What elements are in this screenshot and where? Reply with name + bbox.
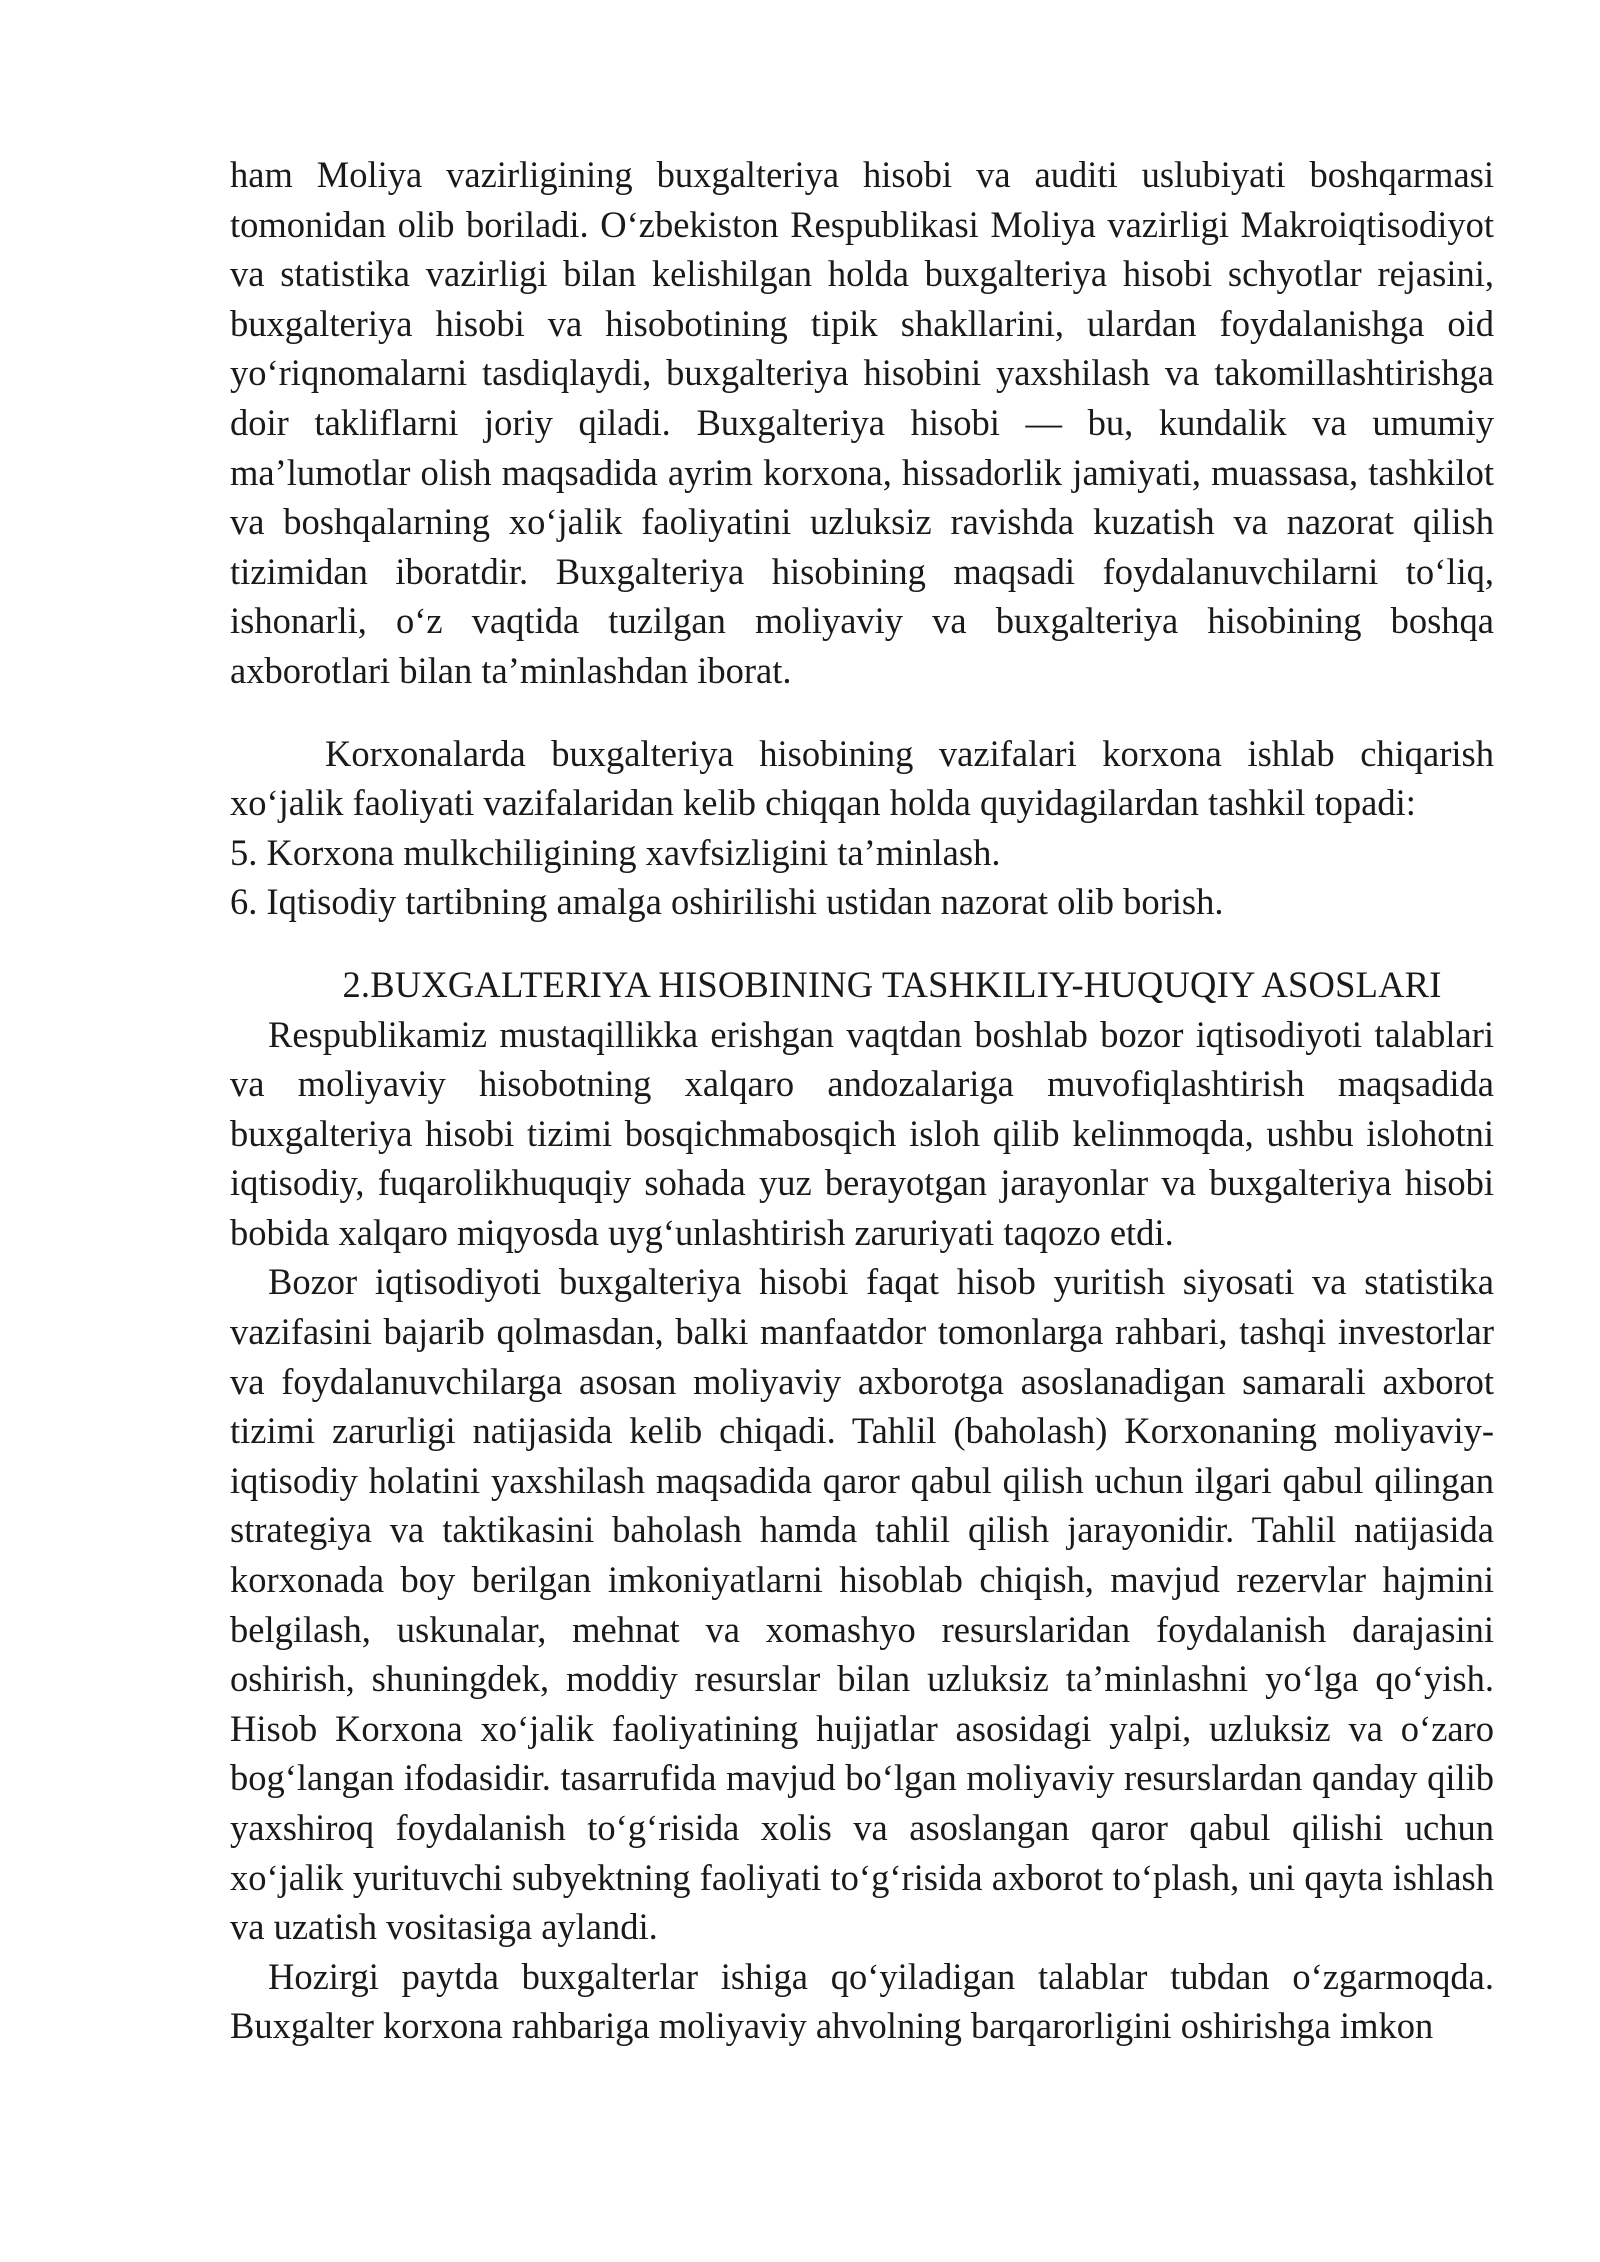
paragraph-intro: ham Moliya vazirligining buxgalteriya hisobi va auditi uslubiyati boshqarmasi tomonidan olib boriladi. O‘zbekiston Respublikasi Moliya vazirligi Makroiqtisodiyot va statistika vazirligi bilan kelishilgan holda buxgalteriya hisobi schyotlar rejasini, buxgalteriya hisobi va hisobotining tipik shakllarini, ulardan foydalanishga oid yo‘riqnomalarni tasdiqlaydi, buxgalteriya hisobini yaxshilash va takomillashtirishga doir takliflarni joriy qiladi. Buxgalteriya hisobi — bu, kundalik va umumiy ma’lumotlar olish maqsadida ayrim korxona, hissadorlik jamiyati, muassasa, tashkilot va boshqalarning xo‘jalik faoliyatini uzluksiz ravishda kuzatish va nazorat qilish tizimidan iboratdir. Buxgalteriya hisobining maqsadi foydalanuvchilarni to‘liq, ishonarli, o‘z vaqtida tuzilgan moliyaviy va buxgalteriya hisobining boshqa axborotlari bilan ta’minlashdan iborat. <box>230 154 1494 691</box>
paragraph-accountants: Hozirgi paytda buxgalterlar ishiga qo‘yiladigan talablar tubdan o‘zgarmoqda. Buxgalter korxona rahbariga moliyaviy ahvolning barqarorligini oshirishga imkon <box>230 1955 1494 2047</box>
list-item-6: 6. Iqtisodiy tartibning amalga oshirilishi ustidan nazorat olib borish. <box>230 881 1224 923</box>
document-body <box>230 150 1494 2051</box>
paragraph-reform: Respublikamiz mustaqillikka erishgan vaqtdan boshlab bozor iqtisodiyoti talablari va moliyaviy hisobotning xalqaro andozalariga muvofiqlashtirish maqsadida buxgalteriya hisobi tizimi bosqichmabosqich isloh qilib kelinmoqda, ushbu islohotni iqtisodiy, fuqarolikhuquqiy sohada yuz berayotgan jarayonlar va buxgalteriya hisobi bobida xalqaro miqyosda uyg‘unlashtirish zaruriyati taqozo etdi. <box>230 1013 1494 1253</box>
section-heading: 2.BUXGALTERIYA HISOBINING TASHKILIY-HUQUQIY ASOSLARI <box>342 963 1442 1005</box>
paragraph-spacer <box>230 696 1494 729</box>
paragraph-market-economy: Bozor iqtisodiyoti buxgalteriya hisobi faqat hisob yuritish siyosati va statistika vazifasini bajarib qolmasdan, balki manfaatdor tomonlarga rahbari, tashqi investorlar va foydalanuvchilarga asosan moliyaviy axborotga asoslanadigan samarali axborot tizimi zarurligi natijasida kelib chiqadi. Tahlil (baholash) Korxonaning moliyaviy-iqtisodiy holatini yaxshilash maqsadida qaror qabul qilish uchun ilgari qabul qilingan strategiya va taktikasini baholash hamda tahlil qilish jarayonidir. Tahlil natijasida korxonada boy berilgan imkoniyatlarni hisoblab chiqish, mavjud rezervlar hajmini belgilash, uskunalar, mehnat va xomashyo resurslaridan foydalanish darajasini oshirish, shuningdek, moddiy resurslar bilan uzluksiz ta’minlashni yo‘lga qo‘yish. Hisob Korxona xo‘jalik faoliyatining hujjatlar asosidagi yalpi, uzluksiz va o‘zaro bog‘langan ifodasidir. tasarrufida mavjud bo‘lgan moliyaviy resurslardan qanday qilib yaxshiroq foydalanish to‘g‘risida xolis va asoslangan qaror qabul qilishi uchun xo‘jalik yurituvchi subyektning faoliyati to‘g‘risida axborot to‘plash, uni qayta ishlash va uzatish vositasiga aylandi. <box>230 1261 1494 1948</box>
paragraph-spacer <box>230 927 1494 960</box>
paragraph-tasks: Korxonalarda buxgalteriya hisobining vazifalari korxona ishlab chiqarish xo‘jalik faoliyati vazifalaridan kelib chiqqan holda quyidagilardan tashkil topadi: <box>230 732 1494 824</box>
list-item-5: 5. Korxona mulkchiligining xavfsizligini ta’minlash. <box>230 831 1001 873</box>
